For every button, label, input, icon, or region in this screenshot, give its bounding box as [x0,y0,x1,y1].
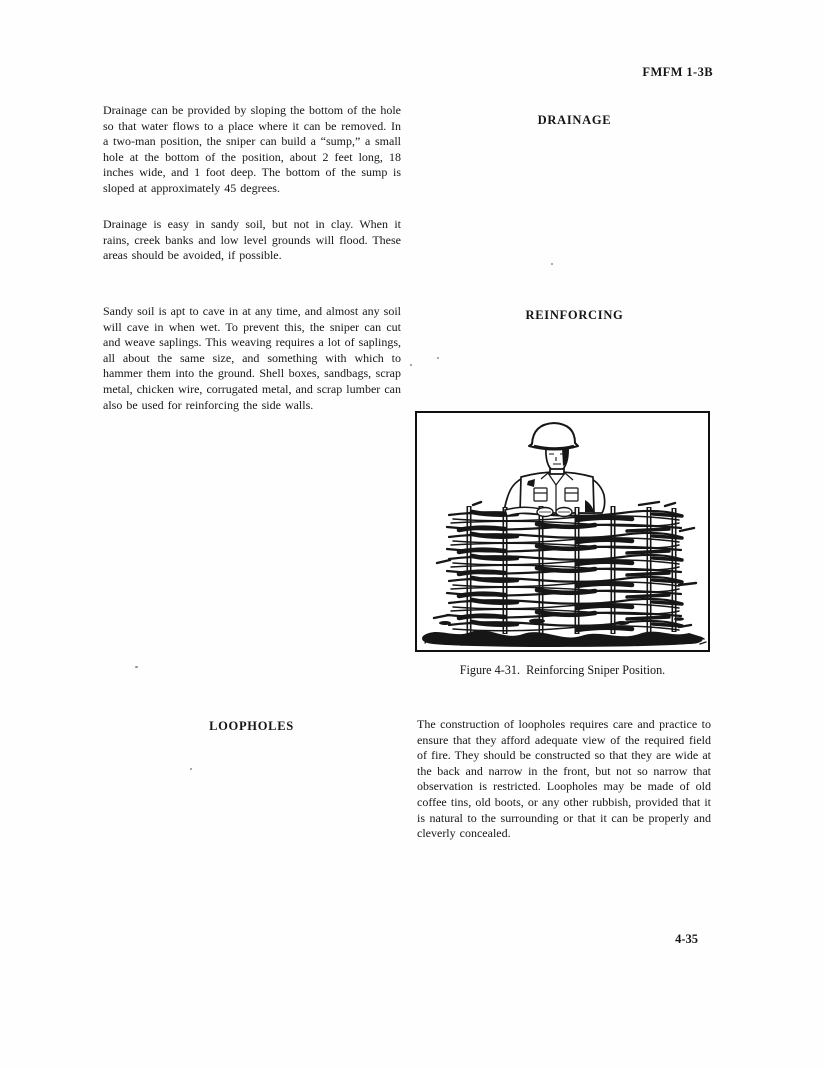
page-number: 4-35 [675,932,698,946]
sniper-position-illustration [417,413,708,650]
heading-loopholes: LOOPHOLES [209,719,294,733]
paragraph-drainage-1: Drainage can be provided by sloping the bottom of the hole so that water flows to a place where it can be removed. In a two-man position, the sniper can build a “sump,” a small hole at the bottom of the position, about 2 feet long, 18 inches wide, and 1 foot deep. The bottom of the sump is sloped at approximately 45 degrees. [103,103,401,195]
heading-reinforcing: REINFORCING [525,308,624,322]
figure-4-31 [415,411,710,652]
paragraph-reinforcing: Sandy soil is apt to cave in at any time, and almost any soil will cave in when wet. To prevent this, the sniper can cut and weave saplings. This weaving requires a lot of saplings, all about the same size, and something with which to hammer them into the ground. Shell boxes, sandbags, scrap metal, chicken wire, corrugated metal, and scrap lumber can also be used for reinforcing the side walls. [103,304,401,412]
scan-speck [135,666,138,668]
paragraph-drainage-2: Drainage is easy in sandy soil, but not in clay. When it rains, creek banks and low level grounds will flood. These areas should be avoided, if possible. [103,217,401,263]
woven-sapling-wall [447,511,682,631]
figure-caption: Figure 4-31. Reinforcing Sniper Position. [459,663,666,677]
paragraph-loopholes: The construction of loopholes requires care and practice to ensure that they afford adequate view of the required field of fire. They should be constructed so that they are wide at the back and narrow in the front, but not so narrow that observation is restricted. Loopholes may be made of old coffee tins, old boots, or any other rubbish, provided that it is natural to the surrounding or that it can be properly and cleverly concealed. [417,717,711,841]
scan-speck [410,364,412,366]
heading-drainage: DRAINAGE [537,113,612,127]
scan-speck [437,357,439,359]
soldier-figure [504,423,605,513]
scan-speck [190,768,192,770]
doc-code: FMFM 1-3B [642,65,713,79]
scan-speck [551,263,553,265]
